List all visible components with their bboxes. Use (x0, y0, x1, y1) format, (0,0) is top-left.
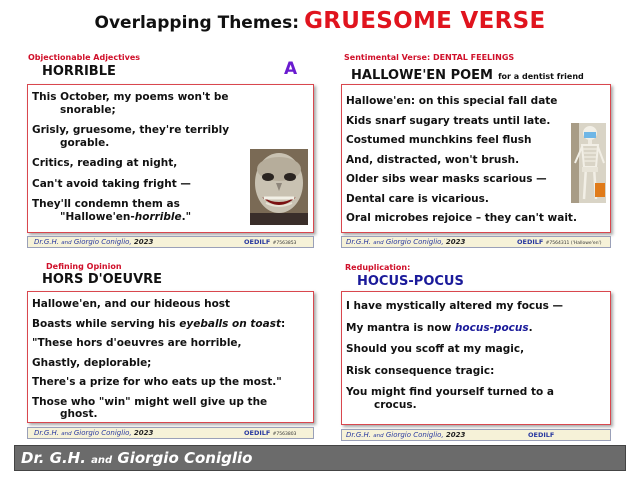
credit-oedilf (517, 238, 602, 246)
poem-line: Can't avoid taking fright — (32, 177, 191, 190)
poem-line: This October, my poems won't be (32, 91, 229, 103)
credit-name-2: Giorgio Coniglio, (73, 429, 132, 437)
credit-oed-label: OEDILF (528, 431, 555, 439)
poem-line: Oral microbes rejoice – they can't wait. (346, 212, 577, 224)
poem-line: Older sibs wear masks scarious — (346, 173, 547, 185)
credit-year: 2023 (133, 238, 154, 246)
poem-line: Dental care is vicarious. (346, 192, 489, 205)
poem-line: I have mystically altered my focus — (346, 300, 564, 312)
poem-line-part: "Hallowe'en- (60, 210, 135, 223)
credit-oed-label: OEDILF (517, 238, 544, 246)
poem-line: Those who "win" might well give up the (32, 395, 268, 408)
credit-author (34, 238, 153, 246)
panel-1-poem-box (27, 84, 314, 233)
panel-1-category: Objectionable Adjectives (28, 53, 141, 62)
poem-line: "These hors d'oeuvres are horrible, (32, 337, 242, 349)
panel-2-category: Sentimental Verse: DENTAL FEELINGS (344, 53, 515, 62)
poem-emphasis: horrible (134, 210, 182, 223)
monster-mask-image (250, 149, 308, 225)
credit-author (346, 431, 465, 439)
poem-line: gorable. (60, 136, 110, 149)
credit-number: #7564311 ('Hallowe'en') (545, 241, 602, 246)
credit-year: 2023 (445, 238, 466, 246)
panel-2-heading-row (351, 64, 584, 83)
panel-3-heading: HORS D'OEUVRE (42, 272, 163, 287)
panel-2-credit (341, 236, 611, 248)
title-prefix: Overlapping Themes: (94, 13, 299, 33)
panel-3-poem-box (27, 291, 314, 423)
panel-3-credit (27, 427, 314, 439)
poem-line (32, 318, 314, 331)
poem-line: They'll condemn them as (32, 198, 180, 210)
panel-2-subheading: for a dentist friend (498, 72, 584, 81)
credit-year: 2023 (445, 431, 466, 439)
credit-name-2: Giorgio Coniglio, (385, 431, 444, 439)
credit-name-1: Dr.G.H. (34, 429, 59, 437)
poem-line-part: My mantra is now (346, 321, 455, 334)
credit-oedilf (244, 238, 296, 246)
credit-and: and (61, 240, 72, 246)
credit-oed-label: OEDILF (244, 238, 271, 246)
panel-4-heading: HOCUS-POCUS (357, 274, 464, 289)
credit-and: and (373, 433, 384, 439)
credit-author (346, 238, 465, 246)
panel-3-category: Defining Opinion (46, 262, 122, 271)
credit-number: #7563803 (272, 432, 297, 437)
page-title (0, 8, 640, 34)
panel-2-poem-box (341, 84, 611, 233)
poem-emphasis: hocus-pocus (454, 321, 529, 334)
credit-author (34, 429, 153, 437)
credit-year: 2023 (133, 429, 154, 437)
credit-and: and (61, 431, 72, 437)
credit-number: #7563853 (272, 241, 297, 246)
credit-oedilf (528, 431, 554, 439)
panel-4-category: Reduplication: (345, 263, 411, 272)
poem-line: crocus. (374, 398, 417, 411)
poem-line: There's a prize for who eats up the most." (32, 376, 282, 388)
poem-line-part: ." (181, 210, 192, 223)
panel-1-badge: A (284, 59, 298, 79)
poem-line-part: Boasts while serving his (32, 317, 180, 330)
credit-name-2: Giorgio Coniglio, (73, 238, 132, 246)
panel-4-credit (341, 429, 611, 441)
poem-line: ghost. (60, 408, 98, 420)
panel-4-poem-box (341, 291, 611, 425)
poem-line: snorable; (60, 103, 116, 116)
skeleton-image (571, 123, 606, 203)
poem-line: Should you scoff at my magic, (346, 343, 525, 355)
panel-1-heading: HORRIBLE (42, 64, 116, 79)
panel-1-credit (27, 236, 314, 248)
footer-credit (15, 446, 625, 473)
poem-line: Grisly, gruesome, they're terribly (32, 124, 230, 136)
poem-line: Kids snarf sugary treats until late. (346, 114, 551, 127)
credit-name-1: Dr.G.H. (34, 238, 59, 246)
credit-name-1: Dr.G.H. (346, 431, 371, 439)
title-main: GRUESOME VERSE (304, 8, 546, 34)
poem-line: Costumed munchkins feel flush (346, 134, 532, 146)
poem-line: Hallowe'en, and our hideous host (32, 298, 231, 310)
poem-line-part: : (280, 317, 286, 330)
poem-line: You might find yourself turned to a (346, 386, 554, 398)
footer-name-1: Dr. G.H. (21, 449, 86, 467)
poem-line-part: . (528, 321, 533, 334)
poem-line: Hallowe'en: on this special fall date (346, 95, 558, 107)
footer-name-2: Giorgio Coniglio (117, 449, 253, 467)
credit-oedilf (244, 429, 296, 437)
footer-bar (14, 445, 626, 471)
footer-and: and (91, 455, 113, 466)
panel-2-heading: HALLOWE'EN POEM (351, 68, 493, 83)
credit-name-1: Dr.G.H. (346, 238, 371, 246)
poem-line (346, 322, 608, 335)
credit-and: and (373, 240, 384, 246)
poem-line: Ghastly, deplorable; (32, 356, 152, 369)
poem-line: And, distracted, won't brush. (346, 153, 520, 166)
credit-oed-label: OEDILF (244, 429, 271, 437)
poem-line: Risk consequence tragic: (346, 364, 495, 377)
poem-emphasis: eyeballs on toast (179, 317, 281, 330)
credit-name-2: Giorgio Coniglio, (385, 238, 444, 246)
poem-line: Critics, reading at night, (32, 157, 178, 169)
